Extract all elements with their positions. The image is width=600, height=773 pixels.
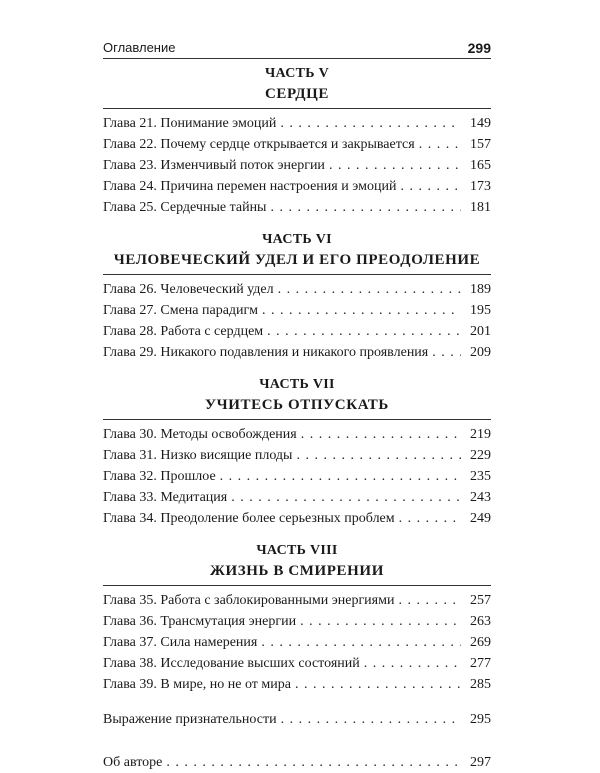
toc-entry[interactable] (103, 674, 491, 695)
chapter-title: Работа с сердцем (160, 324, 264, 339)
chapter-page: 277 (470, 656, 491, 671)
part-5 (103, 64, 491, 218)
chapter-page: 249 (470, 511, 491, 526)
chapter-page: 189 (470, 282, 491, 297)
chapter-number: Глава 26. (103, 282, 157, 297)
chapter-title: Исследование высших состояний (160, 656, 360, 671)
chapter-title: Причина перемен настроения и эмоций (160, 179, 397, 194)
part-title: ЧЕЛОВЕЧЕСКИЙ УДЕЛ И ЕГО ПРЕОДОЛЕНИЕ (103, 250, 491, 275)
chapter-number: Глава 31. (103, 448, 157, 463)
toc-entry[interactable] (103, 611, 491, 632)
chapter-title: Медитация (160, 490, 228, 505)
table-of-contents (103, 64, 491, 773)
part-8 (103, 541, 491, 695)
chapter-page: 149 (470, 116, 491, 131)
running-head (103, 36, 491, 59)
dot-leader (329, 155, 461, 176)
part-7 (103, 375, 491, 529)
back-matter (103, 709, 491, 773)
chapter-number: Глава 29. (103, 345, 157, 360)
chapter-page: 269 (470, 635, 491, 650)
chapter-page: 257 (470, 593, 491, 608)
chapter-title: Работа с заблокированными энергиями (160, 593, 395, 608)
part-label: ЧАСТЬ V (264, 66, 330, 81)
chapter-title: Методы освобождения (160, 427, 297, 442)
toc-entry[interactable] (103, 176, 491, 197)
toc-entry-acknowledgements[interactable] (103, 709, 491, 730)
dot-leader (281, 709, 461, 730)
chapter-number: Глава 25. (103, 200, 157, 215)
toc-entry[interactable] (103, 466, 491, 487)
dot-leader (296, 445, 461, 466)
chapter-page: 165 (470, 158, 491, 173)
chapter-page: 219 (470, 427, 491, 442)
toc-entry[interactable] (103, 590, 491, 611)
toc-entry-about-author[interactable] (103, 752, 491, 773)
dot-leader (220, 466, 461, 487)
chapter-page: 157 (470, 137, 491, 152)
entry-title: Выражение признательности (103, 712, 277, 727)
part-title: ЖИЗНЬ В СМИРЕНИИ (103, 561, 491, 586)
chapter-page: 243 (470, 490, 491, 505)
chapter-number: Глава 24. (103, 179, 157, 194)
part-label: ЧАСТЬ VIII (256, 543, 338, 558)
toc-entry[interactable] (103, 155, 491, 176)
dot-leader (166, 752, 461, 773)
dot-leader (278, 279, 461, 300)
chapter-number: Глава 37. (103, 635, 157, 650)
chapter-title: Сила намерения (160, 635, 258, 650)
entry-page: 297 (470, 755, 491, 770)
chapter-number: Глава 36. (103, 614, 157, 629)
chapter-number: Глава 21. (103, 116, 157, 131)
dot-leader (295, 674, 461, 695)
toc-entry[interactable] (103, 424, 491, 445)
chapter-number: Глава 23. (103, 158, 157, 173)
chapter-title: Изменчивый поток энергии (160, 158, 325, 173)
chapter-page: 235 (470, 469, 491, 484)
dot-leader (267, 321, 461, 342)
chapter-number: Глава 22. (103, 137, 157, 152)
part-label: ЧАСТЬ VI (262, 232, 332, 247)
chapter-page: 173 (470, 179, 491, 194)
dot-leader (280, 113, 461, 134)
chapter-title: Сердечные тайны (160, 200, 267, 215)
part-label: ЧАСТЬ VII (259, 377, 335, 392)
chapter-number: Глава 38. (103, 656, 157, 671)
part-title: СЕРДЦЕ (103, 84, 491, 109)
chapter-title: Никакого подавления и никакого проявления (160, 345, 429, 360)
toc-entry[interactable] (103, 321, 491, 342)
toc-entry[interactable] (103, 113, 491, 134)
chapter-number: Глава 32. (103, 469, 157, 484)
toc-entry[interactable] (103, 342, 491, 363)
chapter-page: 263 (470, 614, 491, 629)
chapter-title: Смена парадигм (160, 303, 258, 318)
dot-leader (231, 487, 461, 508)
chapter-number: Глава 33. (103, 490, 157, 505)
running-title: Оглавление (103, 40, 176, 55)
dot-leader (364, 653, 461, 674)
dot-leader (398, 590, 461, 611)
dot-leader (400, 176, 461, 197)
chapter-page: 181 (470, 200, 491, 215)
page-number: 299 (467, 40, 491, 56)
toc-entry[interactable] (103, 653, 491, 674)
chapter-title: Почему сердце открывается и закрывается (160, 137, 415, 152)
chapter-page: 195 (470, 303, 491, 318)
toc-entry[interactable] (103, 445, 491, 466)
dot-leader (261, 632, 461, 653)
chapter-title: Низко висящие плоды (160, 448, 293, 463)
toc-entry[interactable] (103, 197, 491, 218)
chapter-number: Глава 34. (103, 511, 157, 526)
entry-page: 295 (470, 712, 491, 727)
chapter-page: 201 (470, 324, 491, 339)
chapter-number: Глава 39. (103, 677, 157, 692)
dot-leader (301, 424, 461, 445)
part-6 (103, 230, 491, 363)
chapter-title: Прошлое (160, 469, 216, 484)
toc-entry[interactable] (103, 487, 491, 508)
chapter-title: Понимание эмоций (160, 116, 277, 131)
chapter-number: Глава 28. (103, 324, 157, 339)
dot-leader (270, 197, 461, 218)
dot-leader (262, 300, 461, 321)
toc-entry[interactable] (103, 508, 491, 529)
entry-title: Об авторе (103, 755, 163, 770)
chapter-number: Глава 30. (103, 427, 157, 442)
chapter-title: Преодоление более серьезных проблем (160, 511, 395, 526)
chapter-title: В мире, но не от мира (160, 677, 291, 692)
chapter-title: Трансмутация энергии (160, 614, 297, 629)
part-title: УЧИТЕСЬ ОТПУСКАТЬ (103, 395, 491, 420)
dot-leader (300, 611, 461, 632)
chapter-title: Человеческий удел (160, 282, 274, 297)
toc-entry[interactable] (103, 279, 491, 300)
chapter-number: Глава 27. (103, 303, 157, 318)
toc-entry[interactable] (103, 632, 491, 653)
toc-entry[interactable] (103, 134, 491, 155)
dot-leader (432, 342, 461, 363)
dot-leader (419, 134, 461, 155)
toc-entry[interactable] (103, 300, 491, 321)
chapter-number: Глава 35. (103, 593, 157, 608)
dot-leader (399, 508, 461, 529)
chapter-page: 229 (470, 448, 491, 463)
chapter-page: 285 (470, 677, 491, 692)
chapter-page: 209 (470, 345, 491, 360)
